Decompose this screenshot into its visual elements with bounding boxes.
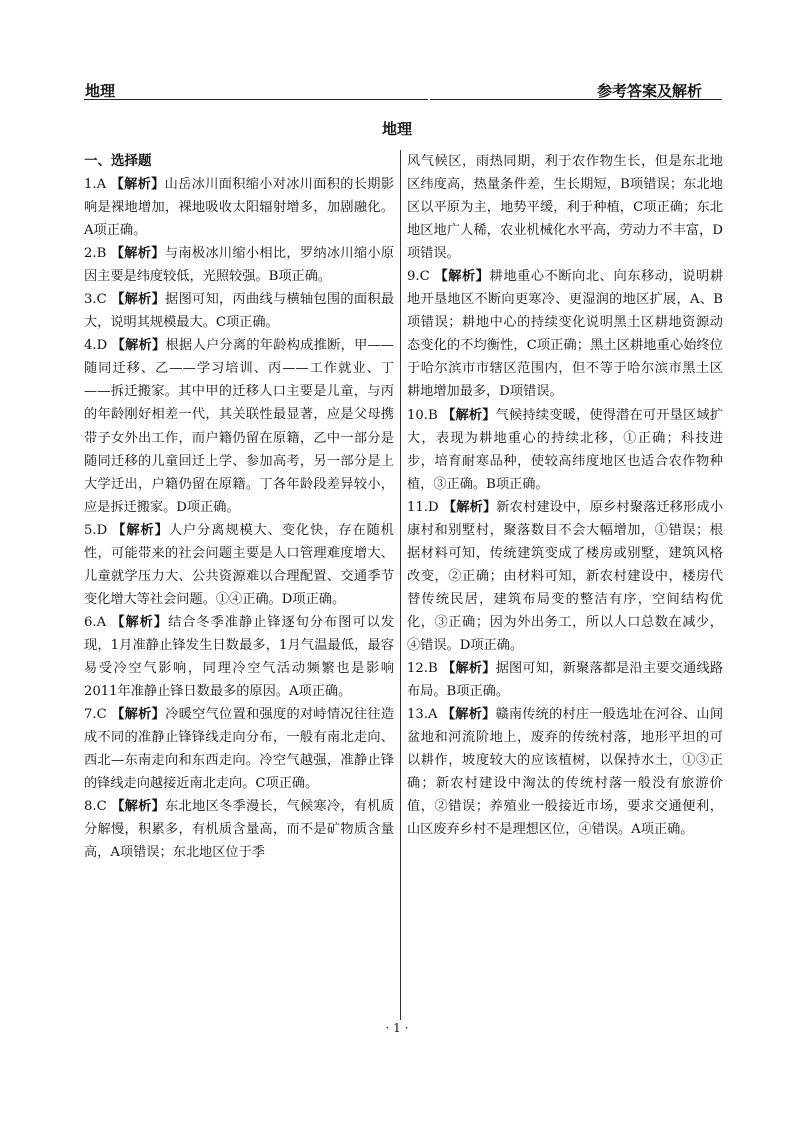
answer-text: 据图可知，新聚落都是沿主要交通线路布局。B项正确。 <box>407 661 724 700</box>
page-title: 地理 <box>381 120 412 138</box>
analysis-tag: 【解析】 <box>441 707 496 723</box>
answer-item <box>84 173 394 242</box>
answer-number: 1.A <box>84 177 107 192</box>
analysis-tag: 【解析】 <box>110 246 165 262</box>
header-rule-right <box>430 99 722 100</box>
answer-text: 结合冬季准静止锋逐旬分布图可以发现，1月准静止锋发生日数最多，1月气温最低，最容易受冷空气影响，同理冷空气活动频繁也是影响2011年准静止锋日数最多的原因。A项正确。 <box>84 614 395 700</box>
answer-number: 10.B <box>407 407 438 423</box>
answer-number: 8.C <box>84 799 107 815</box>
analysis-tag: 【解析】 <box>111 799 166 815</box>
header-subject: 地理 <box>85 82 116 100</box>
left-column <box>84 150 394 864</box>
answer-number: 3.C <box>84 292 107 308</box>
answer-text: 耕地重心不断向北、向东移动，说明耕地开垦地区不断向更寒冷、更湿润的地区扩展，A、B项错误；耕地中心的持续变化说明黑土区耕地资源动态变化的不均衡性，C项正确；黑土区耕地重心始终位于哈尔滨市市辖区范围内，但不等于哈尔滨市黑土区耕地增加最多，D项错误。 <box>407 269 724 400</box>
answer-text: 新农村建设中，原乡村聚落迁移形成小康村和别墅村，聚落数目不会大幅增加，①错误；根据材料可知，传统建筑变成了楼房或别墅，建筑风格改变，②正确；由材料可知，新农村建设中，楼房代替传统民居，建筑布局变的整洁有序，空间结构优化，③正确；因为外出务工，所以人口总数在减少，④错误。D项正确。 <box>407 499 724 653</box>
answer-item <box>84 703 394 795</box>
section-title: 一、选择题 <box>84 153 152 169</box>
answer-number: 7.C <box>84 707 107 723</box>
answer-item <box>84 288 394 334</box>
analysis-tag: 【解析】 <box>442 661 496 677</box>
answer-number: 11.D <box>407 499 439 515</box>
answer-text: 山岳冰川面积缩小对冰川面积的长期影响是裸地增加，裸地吸收太阳辐射增多，加剧融化。A项正确。 <box>84 177 395 239</box>
header-answer-label: 参考答案及解析 <box>597 82 703 100</box>
answer-text: 冷暖空气位置和强度的对峙情况往往造成不同的准静止锋锋线走向分布，一般有南北走向、西北—东南走向和东西走向。冷空气越强，准静止锋的锋线走向越接近南北走向。C项正确。 <box>84 707 395 792</box>
answer-number: 6.A <box>84 614 107 630</box>
analysis-tag: 【解析】 <box>112 522 169 538</box>
answer-number: 9.C <box>407 269 430 285</box>
analysis-tag: 【解析】 <box>442 499 497 515</box>
column-divider <box>400 150 401 1020</box>
answer-text: 东北地区冬季漫长，气候寒冷，有机质分解慢，积累多，有机质含量高，而不是矿物质含量高，A项错误；东北地区位于季 <box>84 799 395 861</box>
answer-number: 5.D <box>84 522 108 538</box>
header-rule-left <box>84 99 428 100</box>
answer-item <box>84 242 394 288</box>
answer-item <box>84 334 394 518</box>
answer-item <box>407 404 723 496</box>
answer-text: 人户分离规模大、变化快，存在随机性，可能带来的社会问题主要是人口管理难度增大、儿童就学压力大、公共资源难以合理配置、交通季节变化增大等社会问题。①④正确。D项正确。 <box>84 522 394 607</box>
left-answer-list <box>84 173 394 864</box>
answer-number: 13.A <box>407 707 438 723</box>
answer-item <box>407 265 723 403</box>
answer-text: 气候持续变暖，使得潜在可开垦区域扩大，表现为耕地重心的持续北移，①正确；科技进步，培育耐寒品种，使较高纬度地区也适合农作物种植，③正确。B项正确。 <box>407 407 724 492</box>
page-number: · 1 · <box>385 1021 409 1035</box>
analysis-tag: 【解析】 <box>111 292 166 308</box>
answer-item <box>84 519 394 611</box>
answer-text: 根据人户分离的年龄构成推断，甲——随同迁移、乙——学习培训、丙——工作就业、丁——拆迁搬家。其中甲的迁移人口主要是儿童，与丙的年龄刚好相差一代，其关联性最显著，应是父母携带子女外出工作，而户籍仍留在原籍，乙中一部分是随同迁移的儿童回迁上学、参加高考，另一部分是上大学迁出，户籍仍留在原籍。丁各年龄段差异较小，应是拆迁搬家。D项正确。 <box>84 338 394 515</box>
analysis-tag: 【解析】 <box>110 177 165 192</box>
answer-text: 与南极冰川缩小相比，罗纳冰川缩小原因主要是纬度较低，光照较强。B项正确。 <box>84 246 395 285</box>
analysis-tag: 【解析】 <box>434 269 490 285</box>
right-answer-list <box>407 265 723 841</box>
answer-number: 12.B <box>407 661 438 677</box>
analysis-tag: 【解析】 <box>442 407 496 423</box>
answer-item <box>407 703 723 841</box>
answer-number: 4.D <box>84 338 108 354</box>
answer-item <box>84 611 394 703</box>
answer-item <box>407 657 723 703</box>
answer-item <box>84 795 394 864</box>
answer-item <box>407 496 723 657</box>
answer-number: 2.B <box>84 246 107 262</box>
analysis-tag: 【解析】 <box>111 614 169 630</box>
answer-text: 赣南传统的村庄一般选址在河谷、山间盆地和河流阶地上，废弃的传统村落，地形平坦的可以耕作，坡度较大的应该植树，以保持水土，①③正确；新农村建设中淘汰的传统村落一般没有旅游价值，②错误；养殖业一般接近市场，要求交通便利，山区废弃乡村不是理想区位，④错误。A项正确。 <box>407 707 724 838</box>
analysis-tag: 【解析】 <box>111 707 166 723</box>
analysis-tag: 【解析】 <box>111 338 166 354</box>
answer-text: 据图可知，丙曲线与横轴包围的面积最大，说明其规模最大。C项正确。 <box>84 292 395 331</box>
answer-continuation: 风气候区，雨热同期，利于农作物生长，但是东北地区纬度高，热量条件差，生长期短，B项错误；东北地区以平原为主，地势平缓，利于种植，C项正确；东北地区地广人稀，农业机械化水平高，劳动力不丰富，D项错误。 <box>407 154 723 262</box>
right-column <box>407 150 723 841</box>
